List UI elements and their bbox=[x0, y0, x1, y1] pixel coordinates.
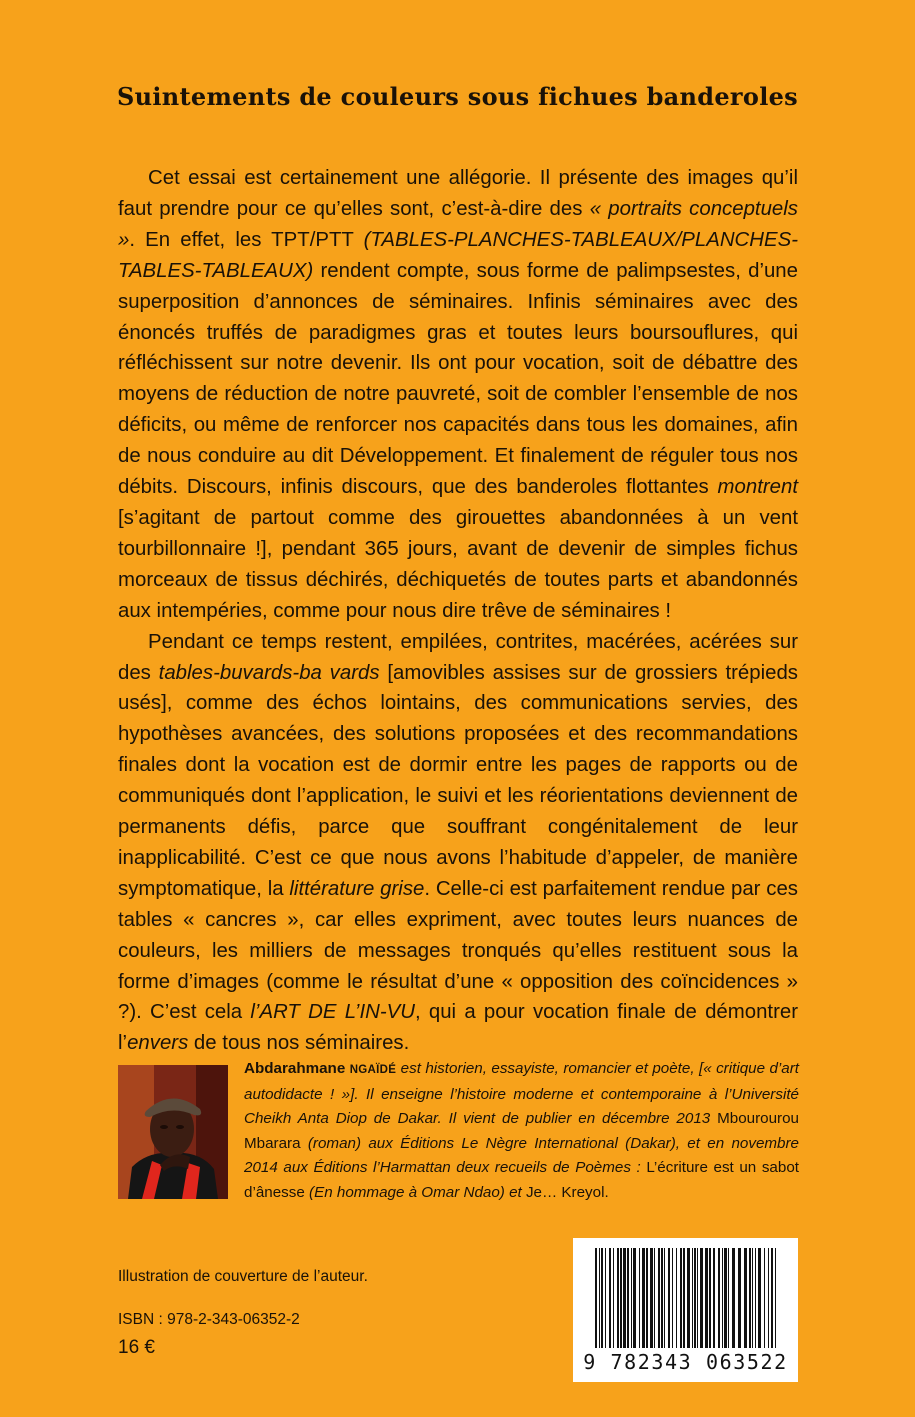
barcode-digits: 9 782343 063522 bbox=[583, 1350, 788, 1374]
barcode-bar bbox=[654, 1248, 655, 1348]
barcode-bar bbox=[599, 1248, 600, 1348]
barcode-bar bbox=[771, 1248, 773, 1348]
barcode-bar bbox=[664, 1248, 665, 1348]
book-title-ref: Mbourourou Mbarara bbox=[244, 1110, 799, 1152]
barcode-bar bbox=[697, 1248, 698, 1348]
text-run: Cet essai est certainement une allégorie. Il présente des images qu’il faut prendre pour ce qu’elles sont, c’est-à-dire des bbox=[118, 167, 798, 220]
book-title: Suintements de couleurs sous fichues banderoles bbox=[116, 82, 798, 112]
text-run: . En effet, les TPT/PTT bbox=[129, 228, 364, 251]
book-title-ref: Je… Kreyol bbox=[525, 1183, 605, 1201]
emphasis: l’ART DE L’IN-VU bbox=[250, 1001, 415, 1024]
emphasis: tables-buvards-ba vards bbox=[158, 661, 380, 684]
barcode-bar bbox=[668, 1248, 670, 1348]
barcode-bar bbox=[705, 1248, 708, 1348]
author-first-name: Abdarahmane bbox=[244, 1060, 350, 1077]
barcode-bar bbox=[724, 1248, 727, 1348]
barcode-bar bbox=[755, 1248, 756, 1348]
barcode-bar bbox=[595, 1248, 597, 1348]
barcode-bar bbox=[605, 1248, 606, 1348]
isbn: ISBN : 978-2-343-06352-2 bbox=[118, 1311, 300, 1328]
barcode-bar bbox=[768, 1248, 769, 1348]
barcode-bar bbox=[764, 1248, 765, 1348]
bio-text: (roman) aux Éditions Le Nègre International (Dakar), et en novembre 2014 aux Éditions l’Harmattan deux recueils de Poèmes : bbox=[244, 1134, 799, 1176]
bio-text: est historien, essayiste, romancier et poète, [« critique d’art autodidacte ! »]. Il enseigne l’histoire moderne et contemporaine à l’Université Cheikh Anta Diop de Dakar. Il vient de publier en décembre 2013 bbox=[244, 1060, 799, 1127]
text-run: de tous nos séminaires. bbox=[188, 1032, 410, 1055]
barcode-bar bbox=[672, 1248, 673, 1348]
barcode-bar bbox=[775, 1248, 776, 1348]
barcode-bar bbox=[732, 1248, 735, 1348]
barcode-bar bbox=[700, 1248, 703, 1348]
barcode-bar bbox=[722, 1248, 723, 1348]
barcode-bar bbox=[680, 1248, 682, 1348]
barcode-bar bbox=[658, 1248, 660, 1348]
book-title-ref: L’écriture est un sabot d’ânesse bbox=[244, 1159, 799, 1201]
barcode-bar bbox=[758, 1248, 761, 1348]
barcode-bar bbox=[646, 1248, 648, 1348]
barcode-bar bbox=[620, 1248, 622, 1348]
text-run: , qui a pour vocation finale de démontrer l’ bbox=[118, 1001, 798, 1055]
barcode-bar bbox=[713, 1248, 715, 1348]
author-bio bbox=[244, 1057, 799, 1205]
barcode-bar bbox=[633, 1248, 636, 1348]
barcode-bar bbox=[623, 1248, 626, 1348]
barcode-bar bbox=[631, 1248, 632, 1348]
emphasis: (TABLES-PLANCHES-TABLEAUX/PLANCHES-TABLES-TABLEAUX) bbox=[118, 228, 798, 282]
barcode-bar bbox=[609, 1248, 611, 1348]
text-run: . Celle-ci est parfaitement rendue par ces tables « cancres », car elles expriment, avec toutes leurs nuances de couleurs, les milliers de messages tronqués qu’elles restituent sous la forme d’images (comme le résultat d’une « opposition des coïncidences » ?). C’est cela bbox=[118, 877, 798, 1024]
barcode-bar bbox=[738, 1248, 741, 1348]
barcode-bar bbox=[694, 1248, 696, 1348]
barcode-bar bbox=[744, 1248, 747, 1348]
paragraph-2 bbox=[118, 627, 798, 1060]
barcode bbox=[573, 1238, 798, 1382]
price: 16 € bbox=[118, 1337, 155, 1358]
barcode-bar bbox=[601, 1248, 603, 1348]
barcode-bar bbox=[718, 1248, 720, 1348]
barcode-bar bbox=[752, 1248, 753, 1348]
emphasis: montrent bbox=[717, 476, 798, 499]
barcode-bar bbox=[676, 1248, 677, 1348]
barcode-bar bbox=[728, 1248, 729, 1348]
barcode-bar bbox=[642, 1248, 645, 1348]
barcode-bar bbox=[617, 1248, 619, 1348]
emphasis: littérature grise bbox=[289, 877, 425, 900]
barcode-bar bbox=[613, 1248, 614, 1348]
author-photo bbox=[118, 1065, 228, 1199]
barcode-bar bbox=[650, 1248, 653, 1348]
bio-text: (En hommage à Omar Ndao) et bbox=[304, 1183, 526, 1201]
barcode-bar bbox=[749, 1248, 751, 1348]
author-last-name: NGAÏDÉ bbox=[349, 1064, 397, 1076]
barcode-bar bbox=[627, 1248, 629, 1348]
barcode-bar bbox=[692, 1248, 693, 1348]
back-cover-text bbox=[118, 163, 798, 1059]
barcode-bar bbox=[639, 1248, 640, 1348]
text-run: Pendant ce temps restent, empilées, contrites, macérées, acérées sur des bbox=[118, 630, 798, 684]
emphasis: « portraits conceptuels » bbox=[118, 197, 798, 251]
barcode-bar bbox=[709, 1248, 711, 1348]
bio-text: . bbox=[604, 1183, 609, 1201]
barcode-bar bbox=[661, 1248, 663, 1348]
barcode-bar bbox=[687, 1248, 690, 1348]
text-run: [amovibles assises sur de grossiers trépieds usés], comme des échos lointains, des communications servies, des hypothèses avancées, des solutions proposées et des recommandations finales dont la vocation est de dormir entre les pages de rapports ou de communiqués dont l’application, le suivi et les réorientations deviennent de permanents défis, parce que souffrant congénitalement de leur inapplicabilité. C’est ce que nous avons l’habitude d’appeler, de manière symptomatique, la bbox=[118, 661, 798, 900]
paragraph-1 bbox=[118, 163, 798, 627]
cover-credit: Illustration de couverture de l’auteur. bbox=[118, 1268, 368, 1285]
author-portrait-illustration bbox=[118, 1065, 228, 1199]
text-run: rendent compte, sous forme de palimpsestes, d’une superposition d’annonces de séminaires. Infinis séminaires avec des énoncés truffés de paradigmes gras et toutes leurs boursouflures, qui réfléchissent sur notre devenir. Ils ont pour vocation, soit de débattre des moyens de réduction de notre pauvreté, soit de combler l’ensemble de nos déficits, ou même de renforcer nos capacités dans tous les domaines, afin de nous conduire au dit Développement. Et finalement de réguler tous nos débits. Discours, infinis discours, que des banderoles flottantes bbox=[118, 259, 798, 499]
emphasis: envers bbox=[127, 1032, 189, 1055]
text-run: [s’agitant de partout comme des girouettes abandonnées à un vent tourbillonnaire !], pendant 365 jours, avant de devenir de simples fichus morceaux de tissus déchirés, déchiquetés de toutes parts et abandonnés aux intempéries, comme pour nous dire trêve de séminaires ! bbox=[118, 506, 798, 622]
barcode-bar bbox=[683, 1248, 685, 1348]
